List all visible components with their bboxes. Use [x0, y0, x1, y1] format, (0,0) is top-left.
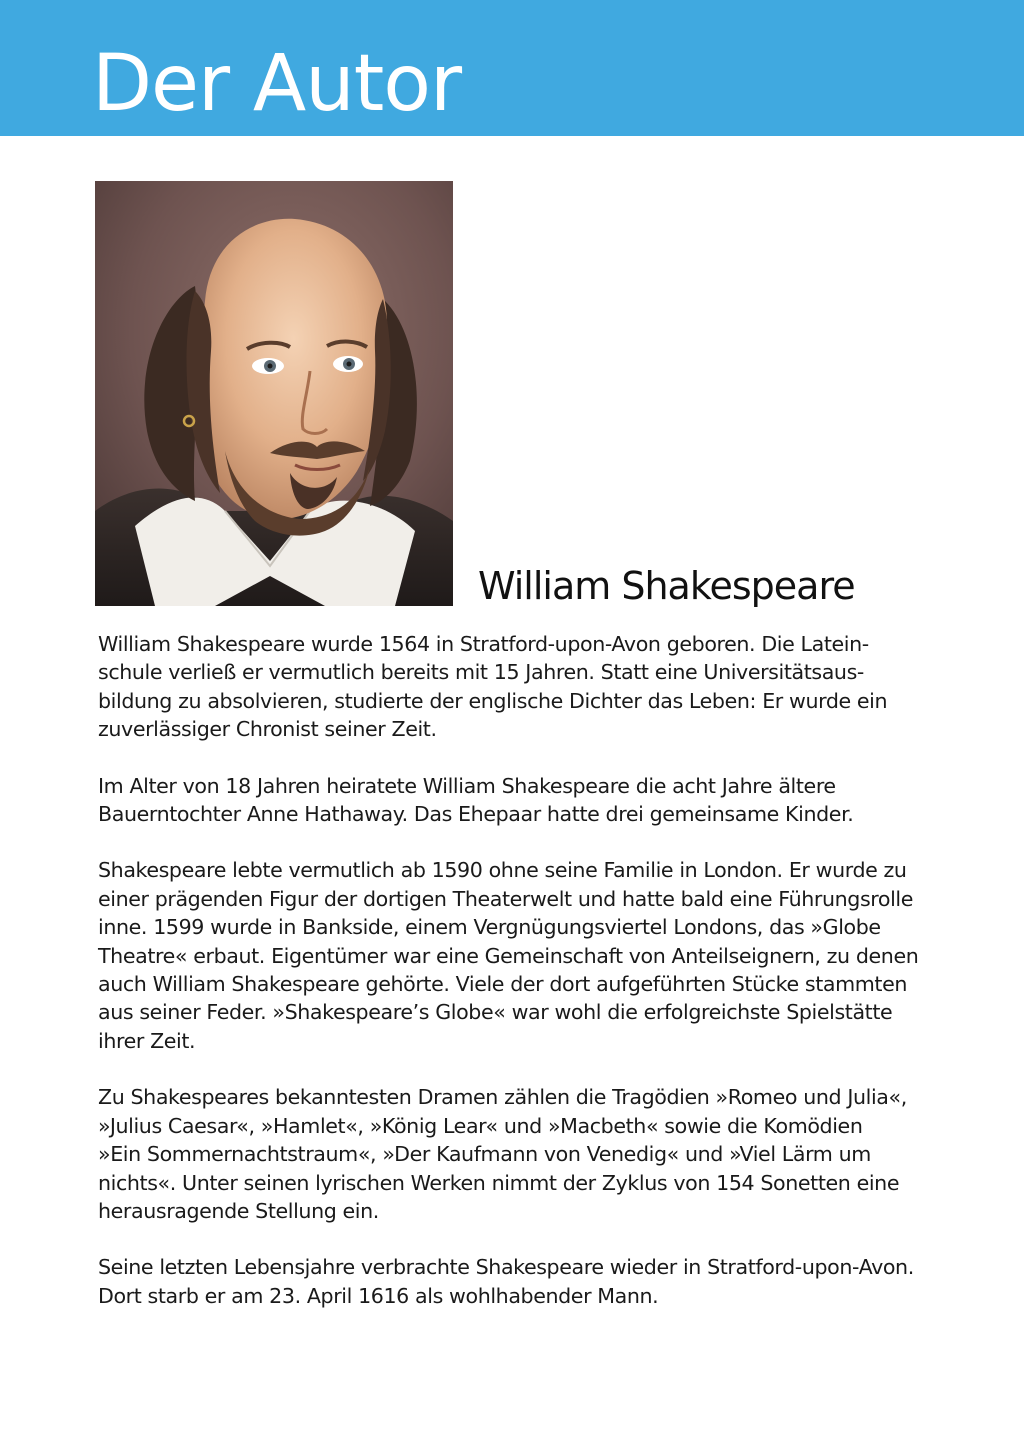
text-line: aus seiner Feder. »Shakespeare’s Globe« war wohl die erfolgreichste Spielstätte: [98, 1000, 893, 1025]
text-line: bildung zu absolvieren, studierte der englische Dichter das Leben: Er wurde ein: [98, 688, 888, 713]
text-line: William Shakespeare wurde 1564 in Stratford-upon-Avon geboren. Die Latein-: [98, 632, 869, 656]
paragraph: [98, 1253, 958, 1310]
text-line: zuverlässiger Chronist seiner Zeit.: [98, 717, 437, 742]
text-line: Shakespeare lebte vermutlich ab 1590 ohne seine Familie in London. Er wurde zu: [98, 858, 907, 883]
text-line: einer prägenden Figur der dortigen Theaterwelt und hatte bald eine Führungsrolle: [98, 886, 914, 911]
text-line: Theatre« erbaut. Eigentümer war eine Gemeinschaft von Anteilseignern, zu denen: [98, 943, 919, 968]
author-name-caption: William Shakespeare: [478, 564, 855, 608]
header-bar: [0, 0, 1024, 136]
text-line: nichts«. Unter seinen lyrischen Werken nimmt der Zyklus von 154 Sonetten eine: [98, 1170, 900, 1195]
paragraph: [98, 630, 958, 744]
text-line: Seine letzten Lebensjahre verbrachte Shakespeare wieder in Stratford-upon-Avon.: [98, 1255, 914, 1280]
biography-text: [98, 630, 958, 1338]
text-line: Bauerntochter Anne Hathaway. Das Ehepaar hatte drei gemeinsame Kinder.: [98, 802, 854, 827]
portrait-image: [95, 181, 453, 606]
text-line: Zu Shakespeares bekanntesten Dramen zählen die Tragödien »Romeo und Julia«,: [98, 1085, 907, 1110]
text-line: »Ein Sommernachtstraum«, »Der Kaufmann von Venedig« und »Viel Lärm um: [98, 1142, 871, 1167]
page-title: Der Autor: [92, 39, 462, 129]
text-line: schule verließ er vermutlich bereits mit 15 Jahren. Statt eine Universitätsaus-: [98, 660, 864, 685]
text-line: inne. 1599 wurde in Bankside, einem Vergnügungsviertel Londons, das »Globe: [98, 915, 881, 940]
text-line: herausragende Stellung ein.: [98, 1198, 379, 1223]
text-line: ihrer Zeit.: [98, 1028, 196, 1053]
paragraph: [98, 772, 958, 829]
text-line: Im Alter von 18 Jahren heiratete William Shakespeare die acht Jahre ältere: [98, 773, 836, 798]
text-line: »Julius Caesar«, »Hamlet«, »König Lear« und »Macbeth« sowie die Komödien: [98, 1113, 863, 1138]
paragraph: [98, 856, 958, 1055]
text-line: auch William Shakespeare gehörte. Viele der dort aufgeführten Stücke stammten: [98, 972, 908, 997]
paragraph: [98, 1083, 958, 1225]
text-line: Dort starb er am 23. April 1616 als wohlhabender Mann.: [98, 1283, 659, 1308]
